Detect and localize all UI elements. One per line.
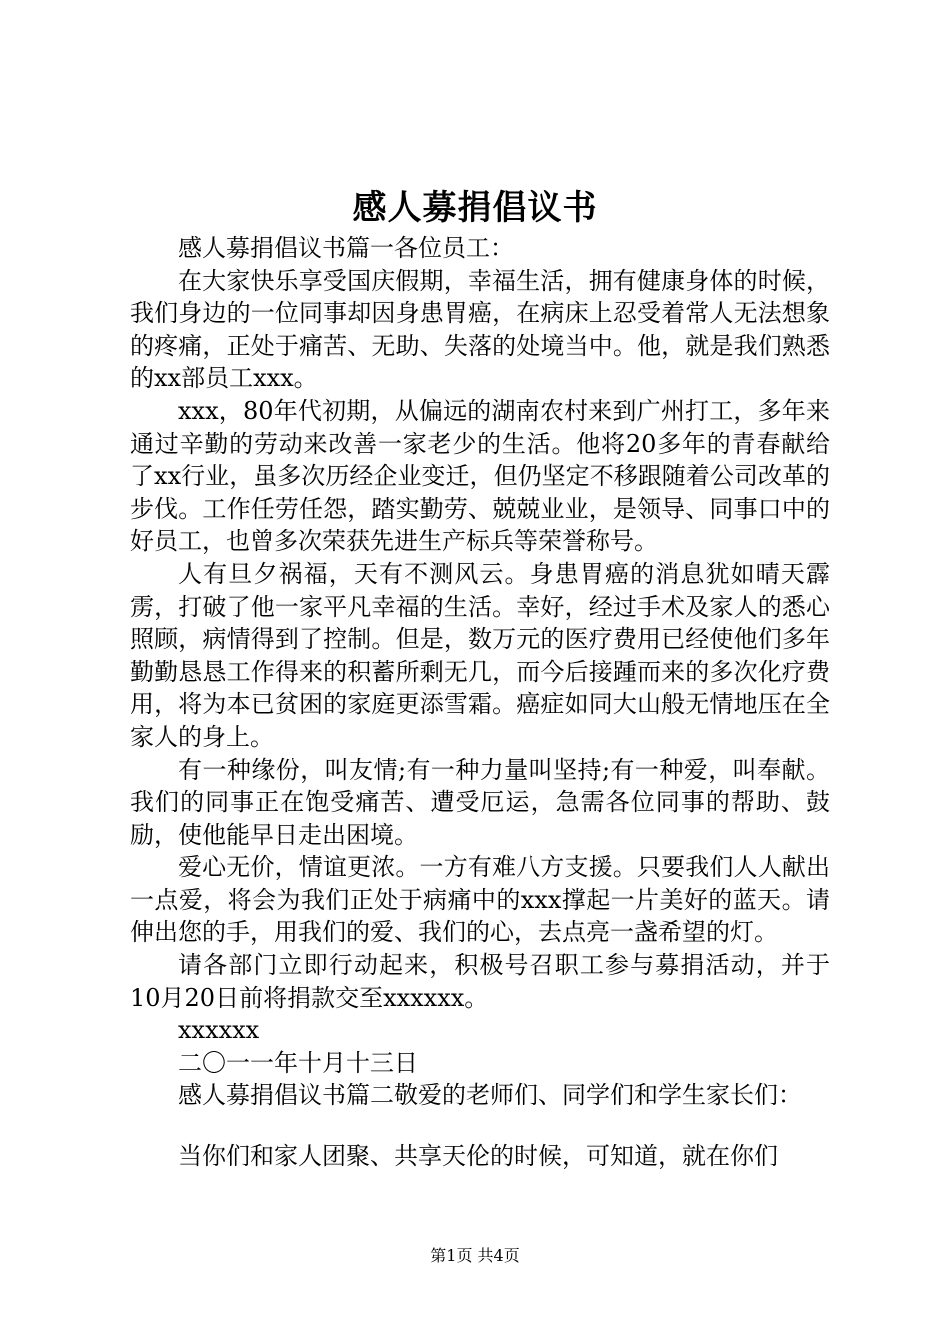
spacer xyxy=(130,1112,830,1140)
paragraph-greeting: 感人募捐倡议书篇一各位员工： xyxy=(178,234,514,262)
paragraph-appeal: 有一种缘份，叫友情;有一种力量叫坚持;有一种爱，叫奉献。我们的同事正在饱受痛苦、遭受厄运，急需各位同事的帮助、鼓励，使他能早日走出困境。 xyxy=(130,755,830,849)
second-letter-heading: 感人募捐倡议书篇二敬爱的老师们、同学们和学生家长们： xyxy=(178,1081,802,1110)
signature: xxxxxx xyxy=(178,1016,260,1045)
page-footer: 第1页 共4页 xyxy=(430,1246,520,1265)
paragraph-illness: 人有旦夕祸福，天有不测风云。身患胃癌的消息犹如晴天霹雳，打破了他一家平凡幸福的生活。幸好，经过手术及家人的悉心照顾，病情得到了控制。但是，数万元的医疗费用已经使他们多年勤勤恳恳工作得来的积蓄所剩无几，而今后接踵而来的多次化疗费用，将为本已贫困的家庭更添雪霜。癌症如同大山般无情地压在全家人的身上。 xyxy=(130,559,830,751)
paragraph-love: 爱心无价，情谊更浓。一方有难八方支援。只要我们人人献出一点爱，将会为我们正处于病痛中的xxx撑起一片美好的蓝天。请伸出您的手，用我们的爱、我们的心，去点亮一盏希望的灯。 xyxy=(130,853,830,947)
signature-date: 二〇一一年十月十三日 xyxy=(178,1048,418,1077)
paragraph-action: 请各部门立即行动起来，积极号召职工参与募捐活动，并于10月20日前将捐款交至xxxxxx。 xyxy=(130,951,830,1012)
paragraph-intro: 在大家快乐享受国庆假期，幸福生活，拥有健康身体的时候，我们身边的一位同事却因身患胃癌，在病床上忍受着常人无法想象的疼痛，正处于痛苦、无助、失落的处境当中。他，就是我们熟悉的xx部员工xxx。 xyxy=(130,266,830,393)
document-body xyxy=(130,232,830,1173)
paragraph-background: xxx，80年代初期，从偏远的湖南农村来到广州打工，多年来通过辛勤的劳动来改善一家老少的生活。他将20多年的青春献给了xx行业，虽多次历经企业变迁，但仍坚定不移跟随着公司改革的步伐。工作任劳任怨，踏实勤劳、兢兢业业，是领导、同事口中的好员工，也曾多次荣获先进生产标兵等荣誉称号。 xyxy=(130,396,830,556)
document-title: 感人募捐倡议书 xyxy=(352,188,598,228)
second-letter-first-line: 当你们和家人团聚、共享天伦的时候，可知道，就在你们 xyxy=(178,1142,778,1171)
